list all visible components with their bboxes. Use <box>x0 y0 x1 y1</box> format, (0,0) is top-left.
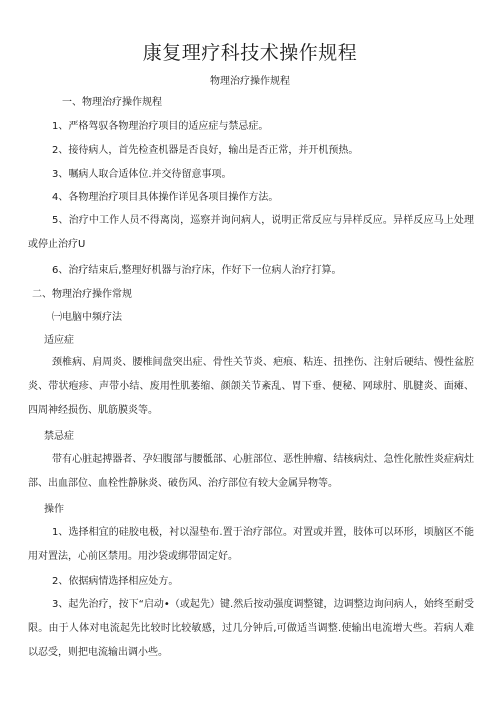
contraindications-text: 带有心脏起搏器者、孕妇腹部与腰骶部、心脏部位、恶性肿瘤、结核病灶、急性化脓性炎症病灶部、出血部位、血栓性静脉炎、破伤风、治疗部位有较大金属异物等。 <box>28 454 474 489</box>
list-item: 2、接待病人，首先检查机器是否良好，输出是否正常，并开机预热。 <box>52 145 359 156</box>
indications-label: 适应症 <box>44 335 74 346</box>
list-item: 5、治疗中工作人员不得离岗，巡察并询问病人，说明正常反应与异样反应。异样反应马上处理或停止治疗U <box>28 215 474 250</box>
contraindications-label: 禁忌症 <box>44 431 74 442</box>
list-item: 1、严格驾驭各物理治疗项目的适应症与禁忌症。 <box>52 121 269 132</box>
operations-step-3: 3、起先治疗，按下“启动•（或起先）键.然后按动强度调整键，边调整边询问病人，始终至耐受限。由于人体对电流起先比较时比较敏感，过几分钟后,可做适当调整.使输出电流增大些。若病人难以忍受，则把电流输出调小些。 <box>28 599 474 658</box>
document-subtitle: 物理治疗操作规程 <box>210 76 290 87</box>
indications-text: 颈椎病、肩周炎、腰椎间盘突出症、骨性关节炎、疤痕、粘连、扭挫伤、注射后硬结、慢性盆腔炎、带状疱疹、声带小结、废用性肌萎缩、颜颌关节紊乱、胃下垂、便秘、网球肘、肌腱炎、面瘫、四周神经损伤、肌筋膜炎等。 <box>28 357 474 416</box>
subsection-heading: ㈠电脑中频疗法 <box>52 312 122 323</box>
operations-step-2: 2、依据病情选择相应处方。 <box>52 576 179 587</box>
list-item: 4、各物理治疗项目具体操作详见各项目操作方法。 <box>52 192 279 203</box>
section-heading-2: 二、物理治疗操作常规 <box>32 289 132 300</box>
list-item: 6、治疗结束后,整理好机器与治疗床，作好下一位病人治疗打算。 <box>52 265 342 276</box>
operations-step-1: 1、选择相宜的硅胶电极，衬以湿垫布.置于治疗部位。对置或并置，肢体可以环形，顷脑区不能用对置法，心前区禁用。用沙袋或绑带固定好。 <box>28 527 474 562</box>
list-item: 3、嘱病人取合适体位.并交待留意事项。 <box>52 169 232 180</box>
document-title: 康复理疗科技术操作规程 <box>142 42 358 64</box>
operations-label: 操作 <box>44 504 64 515</box>
section-heading-1: 一、物理治疗操作规程 <box>62 97 162 108</box>
